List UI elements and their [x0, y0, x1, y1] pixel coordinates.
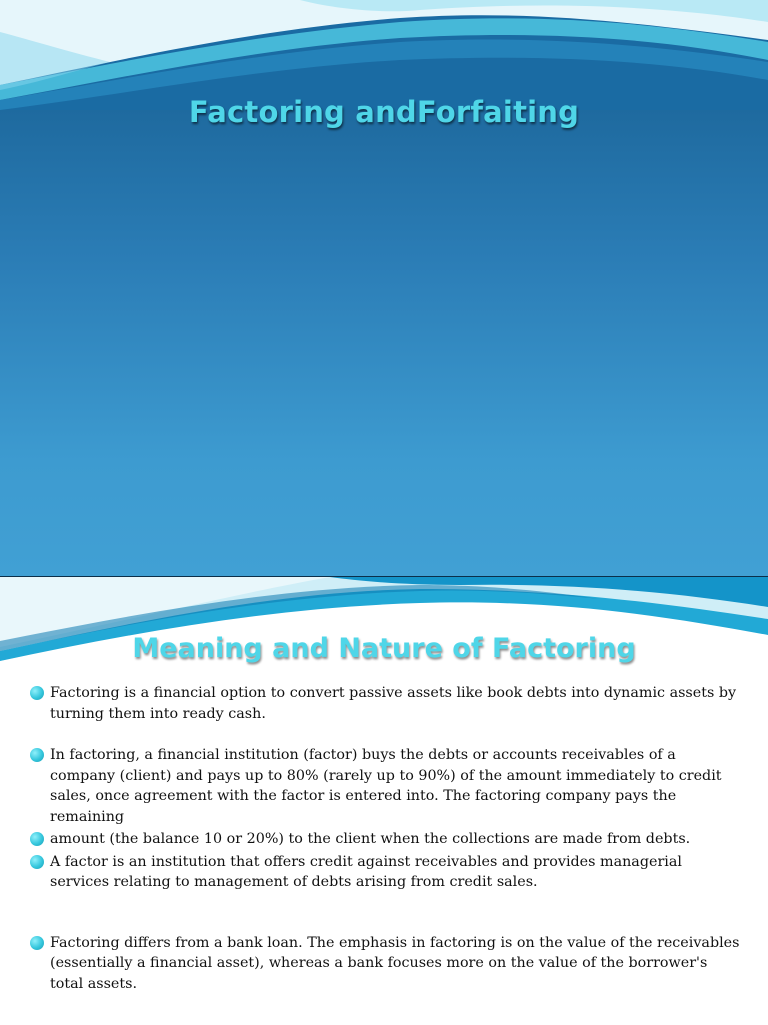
bullet-list — [30, 683, 742, 994]
list-item — [30, 852, 742, 893]
header-wave-decoration — [0, 0, 768, 110]
bullet-text: Factoring is a financial option to convert passive assets like book debts into dynamic assets by turning them into ready cash. — [50, 685, 737, 722]
list-item — [30, 933, 742, 995]
bullet-text: A factor is an institution that offers credit against receivables and provides managerial services relating to management of debts arising from credit sales. — [50, 853, 682, 890]
slide-title: Meaning and Nature of Factoring — [132, 633, 636, 664]
slide-title: Factoring andForfaiting — [188, 95, 580, 129]
bullet-dot-icon — [30, 832, 44, 846]
content-slide — [0, 576, 768, 1025]
list-item — [30, 745, 742, 827]
list-item — [30, 829, 742, 850]
list-item — [30, 683, 742, 724]
bullet-dot-icon — [30, 686, 44, 700]
bullet-dot-icon — [30, 936, 44, 950]
bullet-text: In factoring, a financial institution (factor) buys the debts or accounts receivables of a company (client) and pays up to 80% (rarely up to 90%) of the amount immediately to credit sales, once agreement with the factor is entered into. The factoring company pays the remaining — [50, 747, 722, 825]
bullet-text: Factoring differs from a bank loan. The emphasis in factoring is on the value of the receivables (essentially a financial asset), whereas a bank focuses more on the value of the borrower's total assets. — [50, 934, 740, 992]
bullet-text: amount (the balance 10 or 20%) to the client when the collections are made from debts. — [50, 831, 691, 847]
bullet-dot-icon — [30, 748, 44, 762]
bullet-dot-icon — [30, 855, 44, 869]
